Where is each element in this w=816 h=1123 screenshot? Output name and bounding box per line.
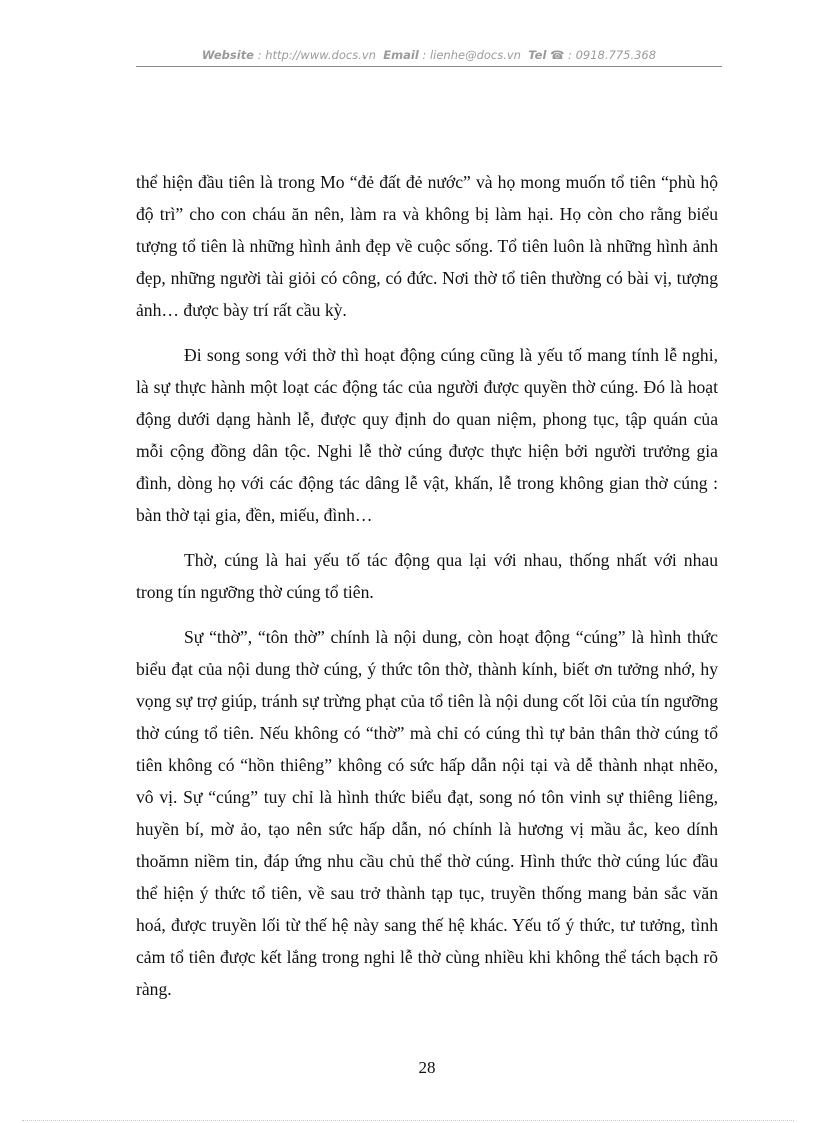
email-label: Email [383,48,419,62]
tel-label: Tel [528,48,547,62]
tel-number: 0918.775.368 [575,48,657,62]
header-divider [136,66,722,67]
paragraph-1: thể hiện đầu tiên là trong Mo “đẻ đất đẻ nước” và họ mong muốn tổ tiên “phù hộ độ trì” cho con cháu ăn nên, làm ra và không bị làm hại. Họ còn cho rằng biểu tượng tổ tiên là những hình ảnh đẹp về cuộc sống. Tổ tiên luôn là những hình ảnh đẹp, những người tài giỏi có công, có đức. Nơi thờ tổ tiên thường có bài vị, tượng ảnh… được bày trí rất cầu kỳ. [136,172,718,320]
paragraph-2: Đi song song với thờ thì hoạt động cúng cũng là yếu tố mang tính lễ nghi, là sự thực hành một loạt các động tác của người được quyền thờ cúng. Đó là hoạt động dưới dạng hành lễ, được quy định do quan niệm, phong tục, tập quán của mỗi cộng đồng dân tộc. Nghi lễ thờ cúng được thực hiện bởi người trưởng gia đình, dòng họ với các động tác dâng lễ vật, khấn, lễ trong không gian thờ cúng : bàn thờ tại gia, đền, miếu, đình… [136,345,718,525]
paragraph-3: Thờ, cúng là hai yếu tố tác động qua lại với nhau, thống nhất với nhau trong tín ngưỡng thờ cúng tổ tiên. [136,550,718,602]
page-header [136,48,722,62]
footer-divider [22,1120,794,1121]
page-number: 28 [418,1058,436,1077]
tel-separator: : [564,48,576,62]
email-separator: : [418,48,430,62]
paragraph-4: Sự “thờ”, “tôn thờ” chính là nội dung, còn hoạt động “cúng” là hình thức biểu đạt của nội dung thờ cúng, ý thức tôn thờ, thành kính, biết ơn tưởng nhớ, hy vọng sự trợ giúp, tránh sự trừng phạt của tổ tiên là nội dung cốt lõi của tín ngưỡng thờ cúng tổ tiên. Nếu không có “thờ” mà chỉ có cúng thì tự bản thân thờ cúng tổ tiên không có “hồn thiêng” không có sức hấp dẫn nội tại và dễ thành nhạt nhẽo, vô vị. Sự “cúng” tuy chỉ là hình thức biểu đạt, song nó tôn vinh sự thiêng liêng, huyền bí, mờ ảo, tạo nên sức hấp dẫn, nó chính là hương vị mầu ắc, keo dính thoămn niềm tin, đáp ứng nhu cầu chủ thể thờ cúng. Hình thức thờ cúng lúc đầu thể hiện ý thức tổ tiên, về sau trở thành tạp tục, truyền thống mang bản sắc văn hoá, được truyền lối từ thế hệ này sang thế hệ khác. Yếu tố ý thức, tư tưởng, tình cảm tổ tiên được kết lắng trong nghi lễ thờ cùng nhiều khi không thể tách bạch rõ ràng. [136,627,718,999]
website-separator: : [254,48,266,62]
document-body [136,166,718,1018]
email-address[interactable]: lienhe@docs.vn [429,48,521,62]
website-label: Website [201,48,254,62]
phone-icon: ☎ [550,48,565,62]
website-url[interactable]: http://www.docs.vn [265,48,376,62]
